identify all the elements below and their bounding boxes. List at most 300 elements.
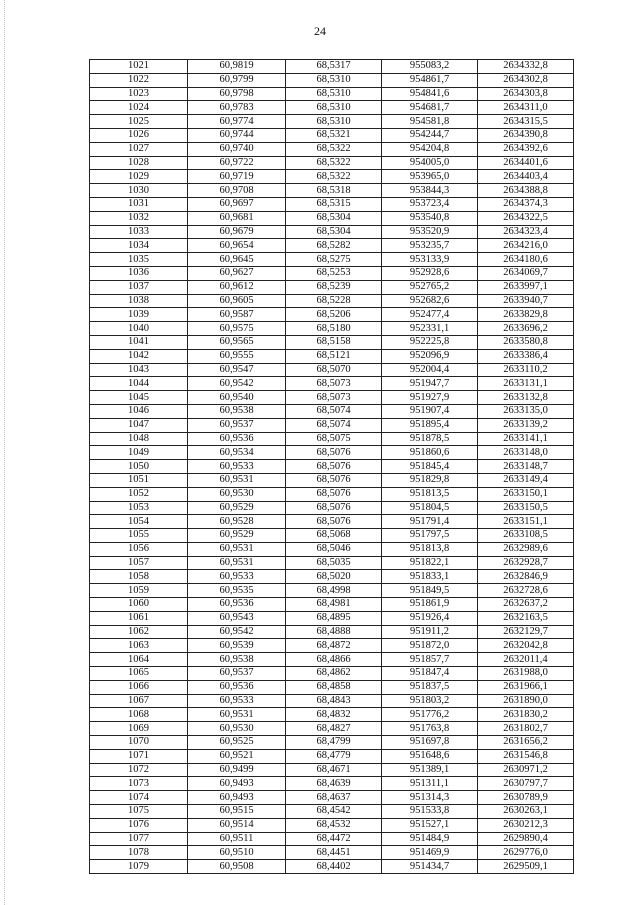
table-row [90,446,574,460]
table-row [90,266,574,280]
table-row [90,391,574,405]
longitude-cell: 68,5073 [286,391,382,405]
longitude-cell: 68,5180 [286,322,382,336]
latitude-cell: 60,9774 [188,115,286,129]
longitude-cell: 68,5322 [286,170,382,184]
y-coordinate-cell: 2632846,9 [478,570,574,584]
longitude-cell: 68,5315 [286,197,382,211]
longitude-cell: 68,5076 [286,487,382,501]
latitude-cell: 60,9536 [188,680,286,694]
table-row [90,101,574,115]
longitude-cell: 68,4843 [286,694,382,708]
longitude-cell: 68,5282 [286,239,382,253]
latitude-cell: 60,9744 [188,128,286,142]
point-number-cell: 1045 [90,391,188,405]
table-row [90,280,574,294]
longitude-cell: 68,5121 [286,349,382,363]
longitude-cell: 68,4866 [286,653,382,667]
y-coordinate-cell: 2634390,8 [478,128,574,142]
y-coordinate-cell: 2632011,4 [478,653,574,667]
point-number-cell: 1074 [90,791,188,805]
x-coordinate-cell: 951469,9 [382,846,478,860]
table-row [90,184,574,198]
x-coordinate-cell: 951813,8 [382,542,478,556]
table-row [90,73,574,87]
longitude-cell: 68,4862 [286,667,382,681]
y-coordinate-cell: 2632728,6 [478,584,574,598]
longitude-cell: 68,5253 [286,266,382,280]
latitude-cell: 60,9525 [188,736,286,750]
longitude-cell: 68,5075 [286,432,382,446]
y-coordinate-cell: 2634302,8 [478,73,574,87]
x-coordinate-cell: 951837,5 [382,680,478,694]
point-number-cell: 1042 [90,349,188,363]
table-row [90,142,574,156]
table-row [90,211,574,225]
point-number-cell: 1023 [90,87,188,101]
x-coordinate-cell: 951878,5 [382,432,478,446]
point-number-cell: 1048 [90,432,188,446]
x-coordinate-cell: 951845,4 [382,460,478,474]
y-coordinate-cell: 2632129,7 [478,625,574,639]
table-row [90,763,574,777]
x-coordinate-cell: 952928,6 [382,266,478,280]
longitude-cell: 68,4981 [286,598,382,612]
point-number-cell: 1076 [90,818,188,832]
longitude-cell: 68,5076 [286,515,382,529]
longitude-cell: 68,4872 [286,639,382,653]
y-coordinate-cell: 2633580,8 [478,335,574,349]
point-number-cell: 1049 [90,446,188,460]
latitude-cell: 60,9529 [188,501,286,515]
longitude-cell: 68,5076 [286,446,382,460]
y-coordinate-cell: 2632989,6 [478,542,574,556]
x-coordinate-cell: 952331,1 [382,322,478,336]
longitude-cell: 68,5239 [286,280,382,294]
x-coordinate-cell: 953540,8 [382,211,478,225]
point-number-cell: 1028 [90,156,188,170]
latitude-cell: 60,9508 [188,860,286,874]
y-coordinate-cell: 2632163,5 [478,611,574,625]
table-row [90,584,574,598]
table-row [90,473,574,487]
longitude-cell: 68,5310 [286,115,382,129]
point-number-cell: 1030 [90,184,188,198]
point-number-cell: 1072 [90,763,188,777]
table-row [90,404,574,418]
y-coordinate-cell: 2633132,8 [478,391,574,405]
longitude-cell: 68,4895 [286,611,382,625]
latitude-cell: 60,9531 [188,473,286,487]
y-coordinate-cell: 2634374,3 [478,197,574,211]
longitude-cell: 68,5310 [286,101,382,115]
table-row [90,418,574,432]
y-coordinate-cell: 2631988,0 [478,667,574,681]
x-coordinate-cell: 951947,7 [382,377,478,391]
point-number-cell: 1021 [90,60,188,74]
point-number-cell: 1032 [90,211,188,225]
table-row [90,308,574,322]
table-row [90,667,574,681]
y-coordinate-cell: 2630971,2 [478,763,574,777]
x-coordinate-cell: 951697,8 [382,736,478,750]
longitude-cell: 68,4888 [286,625,382,639]
latitude-cell: 60,9627 [188,266,286,280]
latitude-cell: 60,9514 [188,818,286,832]
latitude-cell: 60,9542 [188,377,286,391]
table-row [90,598,574,612]
table-row [90,156,574,170]
point-number-cell: 1034 [90,239,188,253]
y-coordinate-cell: 2634311,0 [478,101,574,115]
y-coordinate-cell: 2634332,8 [478,60,574,74]
y-coordinate-cell: 2634216,0 [478,239,574,253]
longitude-cell: 68,5310 [286,87,382,101]
latitude-cell: 60,9645 [188,253,286,267]
longitude-cell: 68,5074 [286,418,382,432]
point-number-cell: 1041 [90,335,188,349]
x-coordinate-cell: 951926,4 [382,611,478,625]
page-margin-line [4,0,5,905]
table-row [90,60,574,74]
latitude-cell: 60,9722 [188,156,286,170]
longitude-cell: 68,5304 [286,211,382,225]
x-coordinate-cell: 951763,8 [382,722,478,736]
x-coordinate-cell: 953723,4 [382,197,478,211]
y-coordinate-cell: 2632928,7 [478,556,574,570]
latitude-cell: 60,9654 [188,239,286,253]
latitude-cell: 60,9510 [188,846,286,860]
longitude-cell: 68,5322 [286,142,382,156]
longitude-cell: 68,5310 [286,73,382,87]
x-coordinate-cell: 951804,5 [382,501,478,515]
coordinates-table-body [90,60,574,874]
table-row [90,736,574,750]
longitude-cell: 68,4779 [286,749,382,763]
y-coordinate-cell: 2634403,4 [478,170,574,184]
x-coordinate-cell: 952682,6 [382,294,478,308]
latitude-cell: 60,9555 [188,349,286,363]
y-coordinate-cell: 2634303,8 [478,87,574,101]
y-coordinate-cell: 2629890,4 [478,832,574,846]
x-coordinate-cell: 952765,2 [382,280,478,294]
x-coordinate-cell: 951907,4 [382,404,478,418]
point-number-cell: 1044 [90,377,188,391]
latitude-cell: 60,9538 [188,653,286,667]
point-number-cell: 1056 [90,542,188,556]
x-coordinate-cell: 951847,4 [382,667,478,681]
latitude-cell: 60,9543 [188,611,286,625]
table-row [90,722,574,736]
table-row [90,515,574,529]
x-coordinate-cell: 954681,7 [382,101,478,115]
point-number-cell: 1050 [90,460,188,474]
x-coordinate-cell: 951895,4 [382,418,478,432]
x-coordinate-cell: 952096,9 [382,349,478,363]
latitude-cell: 60,9540 [188,391,286,405]
point-number-cell: 1055 [90,529,188,543]
longitude-cell: 68,5228 [286,294,382,308]
table-row [90,556,574,570]
latitude-cell: 60,9783 [188,101,286,115]
x-coordinate-cell: 955083,2 [382,60,478,74]
x-coordinate-cell: 951533,8 [382,805,478,819]
latitude-cell: 60,9536 [188,432,286,446]
longitude-cell: 68,4532 [286,818,382,832]
y-coordinate-cell: 2633141,1 [478,432,574,446]
latitude-cell: 60,9537 [188,667,286,681]
latitude-cell: 60,9798 [188,87,286,101]
longitude-cell: 68,5020 [286,570,382,584]
x-coordinate-cell: 951791,4 [382,515,478,529]
y-coordinate-cell: 2634388,8 [478,184,574,198]
y-coordinate-cell: 2629776,0 [478,846,574,860]
y-coordinate-cell: 2633150,5 [478,501,574,515]
point-number-cell: 1070 [90,736,188,750]
x-coordinate-cell: 951803,2 [382,694,478,708]
y-coordinate-cell: 2631802,7 [478,722,574,736]
x-coordinate-cell: 951872,0 [382,639,478,653]
latitude-cell: 60,9740 [188,142,286,156]
x-coordinate-cell: 951833,1 [382,570,478,584]
longitude-cell: 68,5070 [286,363,382,377]
table-row [90,170,574,184]
latitude-cell: 60,9493 [188,777,286,791]
y-coordinate-cell: 2633386,4 [478,349,574,363]
x-coordinate-cell: 951776,2 [382,708,478,722]
longitude-cell: 68,4542 [286,805,382,819]
table-row [90,791,574,805]
y-coordinate-cell: 2633148,0 [478,446,574,460]
latitude-cell: 60,9531 [188,708,286,722]
table-row [90,570,574,584]
latitude-cell: 60,9587 [188,308,286,322]
table-row [90,694,574,708]
latitude-cell: 60,9493 [188,791,286,805]
point-number-cell: 1047 [90,418,188,432]
longitude-cell: 68,5074 [286,404,382,418]
table-row [90,115,574,129]
table-row [90,846,574,860]
y-coordinate-cell: 2633135,0 [478,404,574,418]
x-coordinate-cell: 954841,6 [382,87,478,101]
point-number-cell: 1035 [90,253,188,267]
point-number-cell: 1065 [90,667,188,681]
longitude-cell: 68,4671 [286,763,382,777]
point-number-cell: 1079 [90,860,188,874]
latitude-cell: 60,9575 [188,322,286,336]
x-coordinate-cell: 951484,9 [382,832,478,846]
x-coordinate-cell: 951813,5 [382,487,478,501]
y-coordinate-cell: 2632637,2 [478,598,574,612]
table-row [90,680,574,694]
y-coordinate-cell: 2633150,1 [478,487,574,501]
point-number-cell: 1069 [90,722,188,736]
latitude-cell: 60,9533 [188,694,286,708]
y-coordinate-cell: 2634322,5 [478,211,574,225]
latitude-cell: 60,9612 [188,280,286,294]
table-row [90,432,574,446]
y-coordinate-cell: 2633148,7 [478,460,574,474]
y-coordinate-cell: 2631966,1 [478,680,574,694]
latitude-cell: 60,9819 [188,60,286,74]
table-row [90,749,574,763]
latitude-cell: 60,9708 [188,184,286,198]
point-number-cell: 1057 [90,556,188,570]
x-coordinate-cell: 953965,0 [382,170,478,184]
x-coordinate-cell: 951822,1 [382,556,478,570]
point-number-cell: 1066 [90,680,188,694]
longitude-cell: 68,5076 [286,501,382,515]
latitude-cell: 60,9679 [188,225,286,239]
latitude-cell: 60,9521 [188,749,286,763]
point-number-cell: 1078 [90,846,188,860]
latitude-cell: 60,9499 [188,763,286,777]
latitude-cell: 60,9528 [188,515,286,529]
point-number-cell: 1064 [90,653,188,667]
latitude-cell: 60,9515 [188,805,286,819]
latitude-cell: 60,9681 [188,211,286,225]
latitude-cell: 60,9537 [188,418,286,432]
x-coordinate-cell: 952477,4 [382,308,478,322]
table-row [90,832,574,846]
x-coordinate-cell: 953844,3 [382,184,478,198]
point-number-cell: 1046 [90,404,188,418]
latitude-cell: 60,9538 [188,404,286,418]
table-row [90,225,574,239]
x-coordinate-cell: 951314,3 [382,791,478,805]
point-number-cell: 1058 [90,570,188,584]
point-number-cell: 1026 [90,128,188,142]
y-coordinate-cell: 2633149,4 [478,473,574,487]
longitude-cell: 68,5073 [286,377,382,391]
y-coordinate-cell: 2634180,6 [478,253,574,267]
point-number-cell: 1029 [90,170,188,184]
table-row [90,501,574,515]
longitude-cell: 68,5275 [286,253,382,267]
longitude-cell: 68,5322 [286,156,382,170]
latitude-cell: 60,9565 [188,335,286,349]
latitude-cell: 60,9697 [188,197,286,211]
point-number-cell: 1060 [90,598,188,612]
y-coordinate-cell: 2630212,3 [478,818,574,832]
x-coordinate-cell: 951797,5 [382,529,478,543]
longitude-cell: 68,5317 [286,60,382,74]
y-coordinate-cell: 2630789,9 [478,791,574,805]
longitude-cell: 68,4451 [286,846,382,860]
y-coordinate-cell: 2633110,2 [478,363,574,377]
longitude-cell: 68,5304 [286,225,382,239]
latitude-cell: 60,9530 [188,487,286,501]
longitude-cell: 68,5076 [286,460,382,474]
latitude-cell: 60,9511 [188,832,286,846]
longitude-cell: 68,4799 [286,736,382,750]
x-coordinate-cell: 954581,8 [382,115,478,129]
point-number-cell: 1071 [90,749,188,763]
table-row [90,460,574,474]
x-coordinate-cell: 953520,9 [382,225,478,239]
longitude-cell: 68,5076 [286,473,382,487]
y-coordinate-cell: 2633940,7 [478,294,574,308]
longitude-cell: 68,4827 [286,722,382,736]
x-coordinate-cell: 954204,8 [382,142,478,156]
table-row [90,87,574,101]
x-coordinate-cell: 953133,9 [382,253,478,267]
latitude-cell: 60,9535 [188,584,286,598]
x-coordinate-cell: 951527,1 [382,818,478,832]
point-number-cell: 1051 [90,473,188,487]
table-row [90,529,574,543]
table-row [90,239,574,253]
longitude-cell: 68,5321 [286,128,382,142]
latitude-cell: 60,9719 [188,170,286,184]
y-coordinate-cell: 2631890,0 [478,694,574,708]
table-row [90,653,574,667]
y-coordinate-cell: 2631546,8 [478,749,574,763]
y-coordinate-cell: 2633151,1 [478,515,574,529]
longitude-cell: 68,5318 [286,184,382,198]
point-number-cell: 1025 [90,115,188,129]
point-number-cell: 1062 [90,625,188,639]
table-row [90,335,574,349]
longitude-cell: 68,4472 [286,832,382,846]
longitude-cell: 68,5068 [286,529,382,543]
point-number-cell: 1027 [90,142,188,156]
longitude-cell: 68,5035 [286,556,382,570]
y-coordinate-cell: 2634069,7 [478,266,574,280]
table-row [90,611,574,625]
table-row [90,639,574,653]
table-row [90,805,574,819]
x-coordinate-cell: 953235,7 [382,239,478,253]
y-coordinate-cell: 2633997,1 [478,280,574,294]
point-number-cell: 1022 [90,73,188,87]
x-coordinate-cell: 954861,7 [382,73,478,87]
y-coordinate-cell: 2632042,8 [478,639,574,653]
latitude-cell: 60,9799 [188,73,286,87]
point-number-cell: 1052 [90,487,188,501]
table-row [90,253,574,267]
x-coordinate-cell: 952004,4 [382,363,478,377]
latitude-cell: 60,9530 [188,722,286,736]
y-coordinate-cell: 2629509,1 [478,860,574,874]
table-row [90,818,574,832]
table-row [90,322,574,336]
latitude-cell: 60,9531 [188,556,286,570]
point-number-cell: 1040 [90,322,188,336]
longitude-cell: 68,5046 [286,542,382,556]
page-number: 24 [314,24,326,38]
table-row [90,197,574,211]
latitude-cell: 60,9542 [188,625,286,639]
x-coordinate-cell: 951857,7 [382,653,478,667]
longitude-cell: 68,5158 [286,335,382,349]
x-coordinate-cell: 951861,9 [382,598,478,612]
x-coordinate-cell: 952225,8 [382,335,478,349]
point-number-cell: 1024 [90,101,188,115]
y-coordinate-cell: 2634401,6 [478,156,574,170]
point-number-cell: 1043 [90,363,188,377]
point-number-cell: 1073 [90,777,188,791]
point-number-cell: 1033 [90,225,188,239]
x-coordinate-cell: 951389,1 [382,763,478,777]
point-number-cell: 1068 [90,708,188,722]
y-coordinate-cell: 2633108,5 [478,529,574,543]
x-coordinate-cell: 951311,1 [382,777,478,791]
table-row [90,708,574,722]
table-row [90,542,574,556]
table-row [90,294,574,308]
